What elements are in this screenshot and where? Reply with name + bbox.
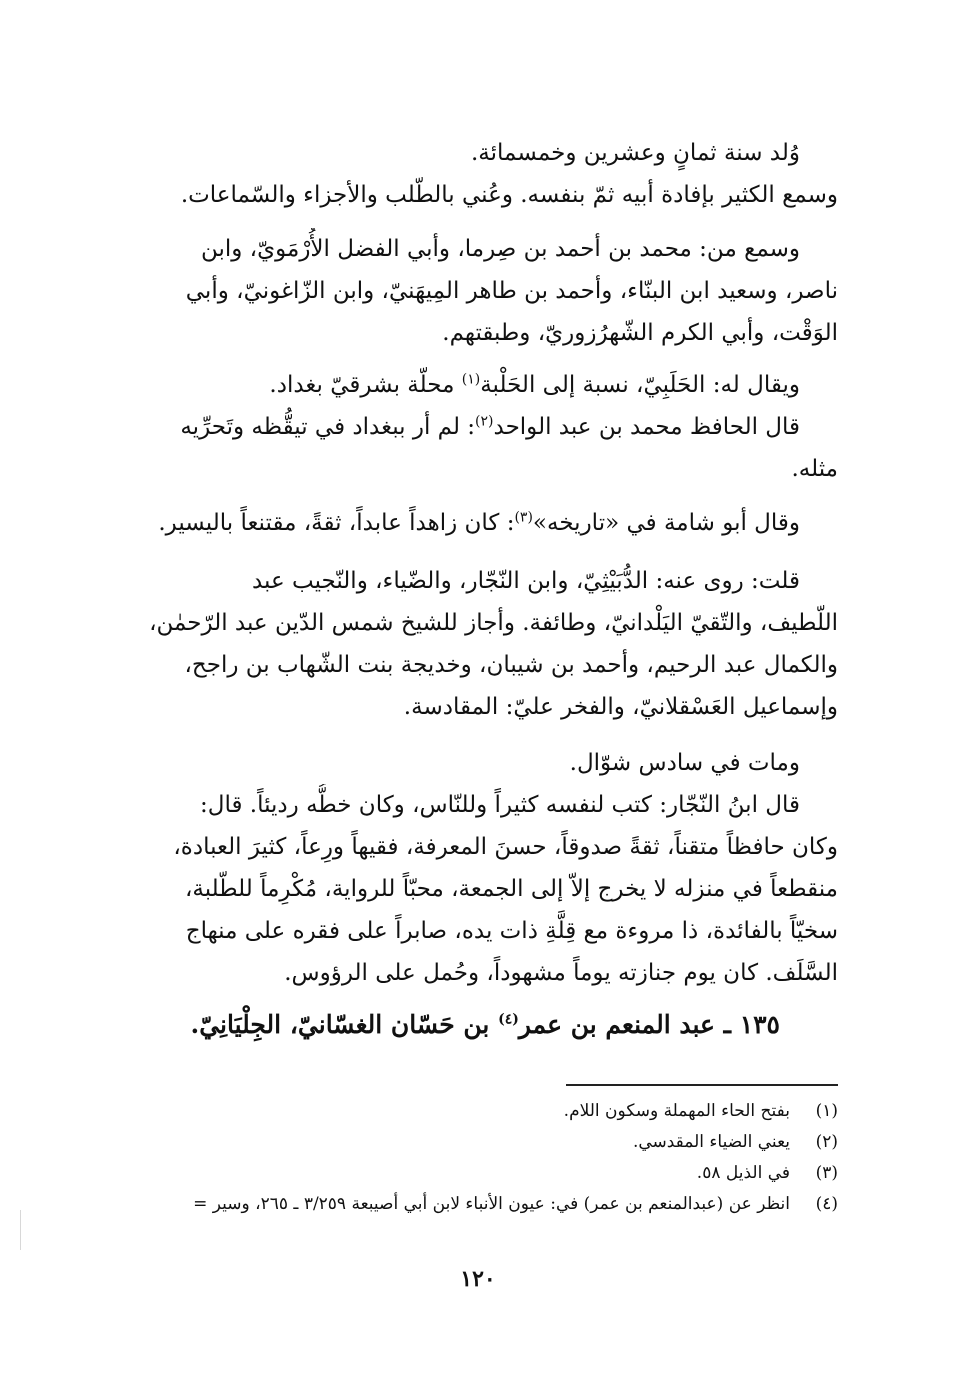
text-line: سخيّاً بالفائدة، ذا مروءة مع قِلَّةِ ذات يده، صابراً على فقره على منهاج (185, 918, 838, 944)
footnote-ref: (٢) (475, 413, 494, 430)
heading-text: بن حَسّان الغسّانيّ، الجِلْيَانِيّ. (190, 1010, 499, 1039)
text-line: ومات في سادس شوّال. (569, 750, 800, 776)
text-line: وكان حافظاً متقناً، ثقةً صدوقاً، حسنَ المعرفة، فقيهاً ورِعاً، كثيرَ العبادة، (173, 834, 838, 860)
text-line: ناصر، وسعيد ابن البنّاء، وأحمد بن طاهر المِيهَنيّ، وابن الزّاغونيّ، وأبي (185, 278, 838, 304)
paragraph-students (108, 560, 838, 728)
footnote-number: (١) (815, 1101, 838, 1121)
footnote (108, 1189, 838, 1220)
text-line: اللّطيف، والتّقيّ اليَلْدانيّ، وطائفة. وأجاز للشيخ شمس الدّين عبد الرّحمٰن، (149, 610, 838, 636)
text-line: قال ابنُ النّجّار: كتب لنفسه كثيراً وللنّاس، وكان خطُّه رديئاً. قال: (199, 792, 800, 818)
footnote-ref: (٤) (498, 1011, 519, 1028)
scan-edge-mark (20, 1210, 21, 1250)
text-line: منقطعاً في منزله لا يخرج إلاّ إلى الجمعة، محبّاً للرواية، مُكْرِماً للطّلبة، (184, 876, 838, 902)
footnote-text: يعني الضياء المقدسي. (632, 1132, 790, 1152)
paragraph-birth-and-hearing (108, 132, 838, 216)
text-run: : لم أر ببغداد في تيقُّظه وتَحرِّيه (180, 414, 476, 440)
heading-text: ١٣٥ ـ عبد المنعم بن عمر (518, 1010, 780, 1039)
footnotes (108, 1096, 838, 1220)
text-run: ويقال له: الحَلَبِيّ، نسبة إلى الحَلْبة (480, 372, 800, 398)
text-line: السَّلَف. كان يوم جنازته يوماً مشهوداً، وحُمل على الرؤوس. (284, 960, 838, 986)
text-line: مثله. (791, 456, 838, 482)
text-line: والكمال عبد الرحيم، وأحمد بن شيبان، وخديجة بنت الشّهاب بن راجح، (184, 652, 838, 678)
entry-heading (190, 1010, 780, 1039)
text-run: محلّة بشرقيّ بغداد. (269, 372, 462, 398)
footnote-text: انظر عن (عبدالمنعم بن عمر) في: عيون الأنباء لابن أبي أصيبعة ٣/٢٥٩ ـ ٢٦٥، وسير = (193, 1194, 790, 1214)
footnote-ref: (١) (461, 371, 481, 388)
text-line: وسمع الكثير بإفادة أبيه ثمّ بنفسه. وعُني بالطّلب والأجزاء والسّماعات. (180, 182, 838, 208)
text-line (108, 364, 838, 406)
text-line: وإسماعيل العَسْقلانيّ، والفخر عليّ: المقادسة. (403, 694, 838, 720)
text-line: قلت: روى عنه: الدُّبَيْثِيّ، وابن النّجّار، والضّياء، والنّجيب عبد (251, 568, 800, 594)
footnote-ref: (٣) (514, 509, 533, 526)
footnote-number: (٤) (815, 1194, 838, 1214)
footnote-divider (566, 1084, 838, 1086)
page-number: ١٢٠ (460, 1266, 496, 1292)
footnote-number: (٢) (815, 1132, 838, 1152)
footnote-text: بفتح الحاء المهملة وسكون اللام. (563, 1101, 790, 1121)
footnote (108, 1096, 838, 1127)
footnote-number: (٣) (815, 1163, 838, 1183)
paragraph-nisba (108, 364, 838, 490)
text-line (108, 502, 838, 544)
text-run: : كان زاهداً عابداً، ثقةً، مقتنعاً باليسير. (158, 510, 515, 536)
text-line: وُلد سنة ثمانٍ وعشرين وخمسمائة. (470, 140, 800, 166)
text-line (108, 406, 838, 448)
paragraph-abu-shama (108, 502, 838, 544)
paragraph-ibn-najjar (108, 784, 838, 994)
footnote (108, 1158, 838, 1189)
paragraph-death (108, 742, 838, 784)
footnote-text: في الذيل ٥٨. (696, 1163, 790, 1183)
text-run: قال الحافظ محمد بن عبد الواحد (493, 414, 800, 440)
paragraph-teachers (108, 228, 838, 354)
text-run: وقال أبو شامة في «تاريخه» (532, 510, 800, 536)
footnote (108, 1127, 838, 1158)
text-line: الوَقْت، وأبي الكرم الشّهرُزوريّ، وطبقتهم. (442, 320, 838, 346)
text-line: وسمع من: محمد بن أحمد بن صِرما، وأبي الفضل الأُرْمَويّ، وابن (200, 236, 800, 262)
